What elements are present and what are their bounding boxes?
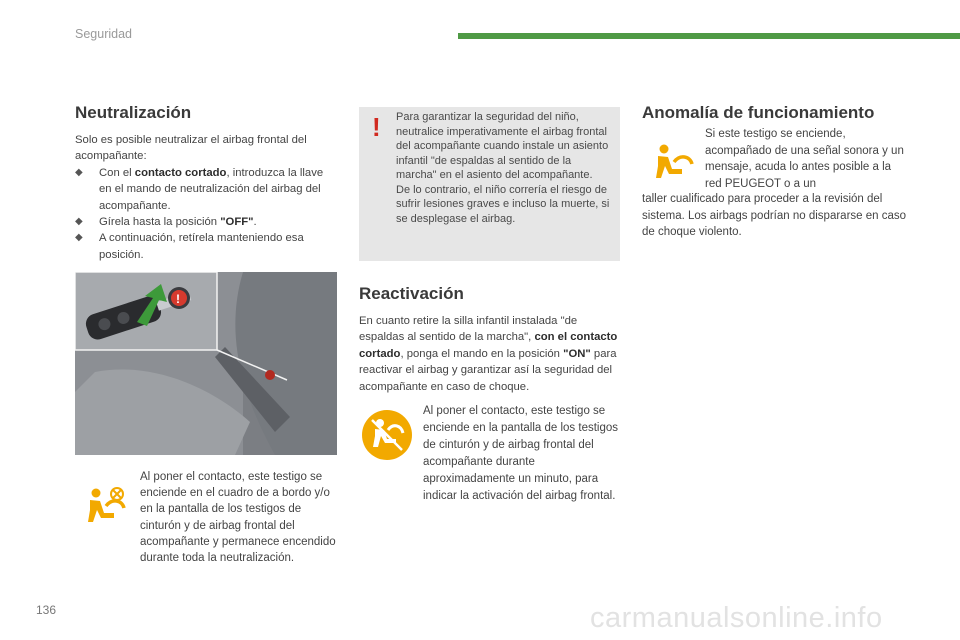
- section-label: Seguridad: [75, 27, 132, 41]
- svg-text:!: !: [176, 292, 180, 306]
- bullet-icon: ◆: [75, 166, 83, 178]
- neutralizacion-section: [75, 103, 337, 263]
- airbag-off-warning-icon: [80, 482, 134, 536]
- reactivacion-text: En cuanto retire la silla infantil instalada "de espaldas al sentido de la marcha", con el contacto cortado, ponga el mando en la posición "ON" para reactivar el airbag y garantizar así la seguridad del acompañante en caso de choque.: [359, 315, 618, 393]
- neutralizacion-intro: Solo es posible neutralizar el airbag frontal del acompañante:: [75, 134, 307, 163]
- child-safety-warning-text: Para garantizar la seguridad del niño, neutralice imperativamente el airbag frontal del acompañante cuando instale un asiento infantil "de espaldas al sentido de la marcha" en el asiento del acompañante. De lo contrario, el niño correría el riesgo de sufrir lesiones graves e incluso la muerte, si se desplegase el airbag.: [396, 111, 610, 225]
- neutralizacion-indicator-text: Al poner el contacto, este testigo se enciende en el cuadro de a bordo y/o en la pantalla de los testigos de cinturón y de airbag frontal del acompañante y permanece encendido durante toda la neutralización.: [140, 471, 336, 565]
- neutralizacion-title: Neutralización: [75, 103, 192, 122]
- reactivacion-section: [359, 284, 621, 395]
- bullet-icon: ◆: [75, 232, 83, 244]
- bullet-icon: ◆: [75, 216, 83, 228]
- watermark: carmanualsonline.info: [590, 602, 883, 634]
- step-2: ◆ Gírela hasta la posición "OFF".: [75, 214, 337, 230]
- anomalia-text-rest: taller cualificado para proceder a la revisión del sistema. Los airbags podrían no dispararse en caso de choque violento.: [642, 193, 907, 238]
- page-number: 136: [36, 603, 57, 617]
- airbag-on-indicator-icon: [360, 408, 414, 462]
- reactivacion-indicator-text: Al poner el contacto, este testigo se enciende en la pantalla de los testigos de cinturón y de airbag frontal del acompañante durante aproximadamente un minuto, para indicar la activación del airbag frontal.: [423, 405, 619, 502]
- header-rule: [458, 33, 960, 39]
- anomalia-title: Anomalía de funcionamiento: [642, 103, 875, 122]
- airbag-fault-warning-icon: [648, 138, 702, 192]
- step-3: ◆ A continuación, retírela manteniendo esa posición.: [75, 232, 304, 261]
- exclamation-icon: !: [372, 112, 381, 142]
- reactivacion-title: Reactivación: [359, 284, 464, 303]
- key-switch-illustration: [75, 272, 337, 455]
- anomalia-text-first: Si este testigo se enciende, acompañado de una señal sonora y un mensaje, acuda lo antes posible a la red PEUGEOT o a un: [705, 128, 904, 190]
- step-1: ◆ Con el contacto cortado, introduzca la llave en el mando de neutralización del airbag del acompañante.: [75, 166, 324, 212]
